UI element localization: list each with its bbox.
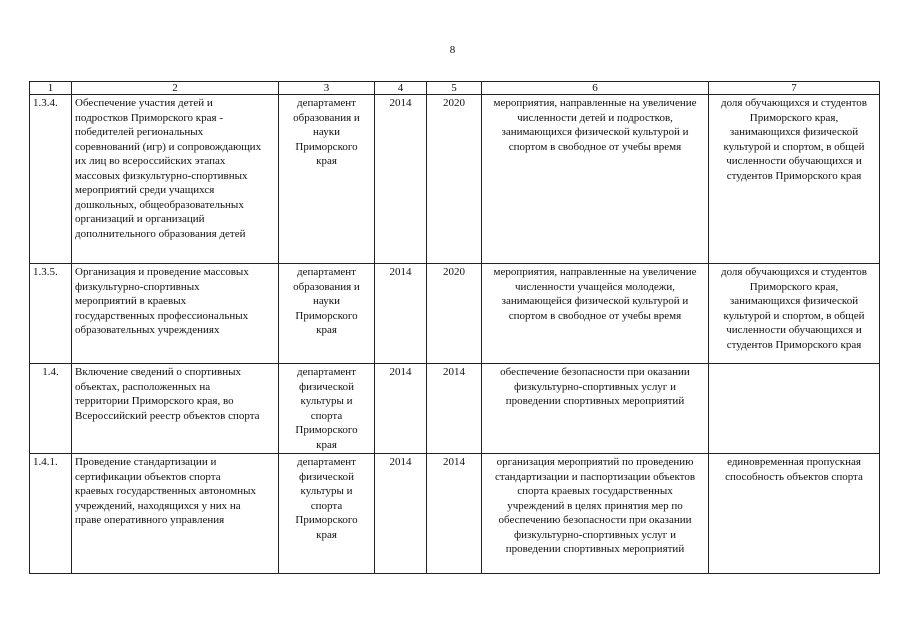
end-year: 2020	[427, 264, 482, 364]
indicator: единовременная пропускная способность объектов спорта	[709, 454, 880, 574]
column-header-4: 4	[375, 82, 427, 95]
executor: департамент физической культуры и спорта Приморского края	[279, 364, 375, 454]
executor: департамент образования и науки Приморского края	[279, 95, 375, 264]
indicator: доля обучающихся и студентов Приморского края, занимающихся физической культурой и спортом, в общей численности обучающихся и студентов Приморского края	[709, 95, 880, 264]
column-header-5: 5	[427, 82, 482, 95]
indicator: доля обучающихся и студентов Приморского края, занимающихся физической культурой и спортом, в общей численности обучающихся и студентов Приморского края	[709, 264, 880, 364]
expected-results: обеспечение безопасности при оказании физкультурно-спортивных услуг и проведении спортивных мероприятий	[482, 364, 709, 454]
measure-name: Проведение стандартизации и сертификации объектов спорта краевых государственных автономных учреждений, находящихся у них на праве оперативного управления	[72, 454, 279, 574]
end-year: 2014	[427, 364, 482, 454]
start-year: 2014	[375, 454, 427, 574]
column-header-6: 6	[482, 82, 709, 95]
item-number: 1.3.5.	[30, 264, 72, 364]
column-header-1: 1	[30, 82, 72, 95]
program-measures-table	[29, 81, 880, 574]
column-number-row	[30, 82, 880, 95]
end-year: 2020	[427, 95, 482, 264]
item-number: 1.3.4.	[30, 95, 72, 264]
expected-results: организация мероприятий по проведению стандартизации и паспортизации объектов спорта краевых государственных учреждений в целях принятия мер по обеспечению безопасности при оказании физкультурно-спортивных услуг и проведении спортивных мероприятий	[482, 454, 709, 574]
column-header-2: 2	[72, 82, 279, 95]
table-row	[30, 264, 880, 364]
start-year: 2014	[375, 364, 427, 454]
measure-name: Обеспечение участия детей и подростков Приморского края - победителей региональных соревнований (игр) и сопровождающих их лиц во всероссийских этапах массовых физкультурно-спортивных мероприятий среди учащихся дошкольных, общеобразовательных организаций и организаций дополнительного образования детей	[72, 95, 279, 264]
indicator	[709, 364, 880, 454]
page-number: 8	[449, 44, 456, 56]
measure-name: Организация и проведение массовых физкультурно-спортивных мероприятий в краевых государственных профессиональных образовательных учреждениях	[72, 264, 279, 364]
executor: департамент образования и науки Приморского края	[279, 264, 375, 364]
table-row	[30, 95, 880, 264]
executor: департамент физической культуры и спорта Приморского края	[279, 454, 375, 574]
expected-results: мероприятия, направленные на увеличение численности учащейся молодежи, занимающейся физической культурой и спортом в свободное от учебы время	[482, 264, 709, 364]
start-year: 2014	[375, 264, 427, 364]
table-row	[30, 364, 880, 454]
expected-results: мероприятия, направленные на увеличение численности детей и подростков, занимающихся физической культурой и спортом в свободное от учебы время	[482, 95, 709, 264]
column-header-7: 7	[709, 82, 880, 95]
item-number: 1.4.	[30, 364, 72, 454]
table-row	[30, 454, 880, 574]
measure-name: Включение сведений о спортивных объектах, расположенных на территории Приморского края, во Всероссийский реестр объектов спорта	[72, 364, 279, 454]
start-year: 2014	[375, 95, 427, 264]
item-number: 1.4.1.	[30, 454, 72, 574]
column-header-3: 3	[279, 82, 375, 95]
end-year: 2014	[427, 454, 482, 574]
